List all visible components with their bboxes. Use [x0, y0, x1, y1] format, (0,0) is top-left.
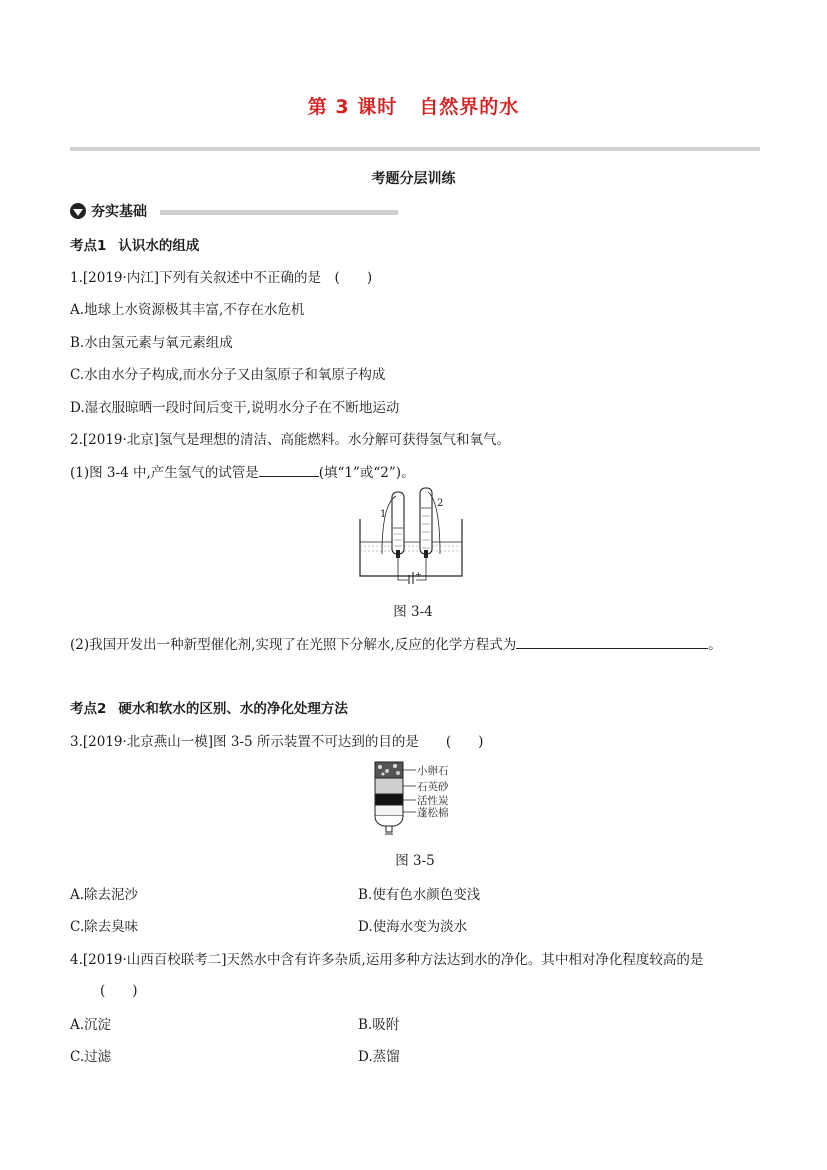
q2-stem: 2.[2019·北京]氢气是理想的清洁、高能燃料。水分解可获得氢气和氧气。: [70, 432, 511, 448]
q1-option-b: B.水由氢元素与氧元素组成: [70, 335, 233, 351]
q4-option-b: B.吸附: [358, 1017, 400, 1033]
kp-number: 考点1: [70, 238, 107, 254]
electrolysis-apparatus-figure: [352, 484, 474, 584]
page-title: [0, 92, 827, 119]
q1-option-a: A.地球上水资源极其丰富,不存在水危机: [70, 302, 305, 318]
q2-part1-hint: (填“1”或“2”)。: [318, 465, 415, 481]
page-subtitle: 考题分层训练: [371, 171, 456, 187]
tube-label-1: 1: [380, 509, 387, 520]
section-header: [70, 201, 147, 221]
q2-part2-text: (2)我国开发出一种新型催化剂,实现了在光照下分解水,反应的化学方程式为: [70, 637, 517, 653]
q3-stem: 3.[2019·北京燕山一模]图 3-5 所示装置不可达到的目的是 ( ): [70, 734, 484, 750]
kp-text: 认识水的组成: [118, 238, 200, 254]
equation-blank[interactable]: [516, 634, 708, 649]
q2-part1-text: (1)图 3-4 中,产生氢气的试管是: [70, 465, 259, 481]
figure-3-4-caption: 图 3-4: [393, 604, 433, 620]
q2-part1: [70, 461, 415, 481]
q4-stem: 4.[2019·山西百校联考二]天然水中含有许多杂质,运用多种方法达到水的净化。其中相对净化程度较高的是: [70, 952, 704, 968]
q3-option-c: C.除去臭味: [70, 919, 139, 935]
knowledge-point-1: [70, 234, 199, 254]
title-divider: [70, 147, 760, 151]
q3-option-d: D.使海水变为淡水: [358, 919, 468, 935]
section-bar: [160, 210, 398, 215]
q4-paren: ( ): [100, 983, 138, 999]
q1-stem: 1.[2019·内江]下列有关叙述中不正确的是 ( ): [70, 270, 373, 286]
knowledge-point-2: [70, 697, 348, 717]
q1-option-d: D.湿衣服晾晒一段时间后变干,说明水分子在不断地运动: [70, 400, 400, 416]
figure-3-5-caption: 图 3-5: [395, 853, 435, 869]
kp-number: 考点2: [70, 701, 107, 717]
lesson-number: 第 3 课时: [307, 96, 398, 118]
layer-cotton: 蓬松棉: [417, 807, 449, 819]
q4-option-c: C.过滤: [70, 1049, 112, 1065]
q1-option-c: C.水由水分子构成,而水分子又由氢原子和氧原子构成: [70, 367, 386, 383]
q3-option-a: A.除去泥沙: [70, 887, 139, 903]
lesson-topic: 自然界的水: [419, 96, 520, 118]
layer-activated-carbon: 活性炭: [417, 795, 449, 807]
water-filter-figure: [370, 760, 470, 838]
section-title: 夯实基础: [91, 204, 147, 220]
layer-pebbles: 小卵石: [417, 765, 449, 777]
q4-option-a: A.沉淀: [70, 1017, 112, 1033]
q4-option-d: D.蒸馏: [358, 1049, 400, 1065]
layer-quartz-sand: 石英砂: [417, 781, 449, 793]
answer-blank[interactable]: [259, 462, 319, 477]
svg-text:+: +: [415, 570, 422, 579]
tube-label-2: 2: [437, 498, 444, 509]
q2-part2: [70, 633, 722, 653]
q2-part2-end: 。: [708, 637, 722, 653]
down-triangle-icon: [70, 203, 86, 219]
kp-text: 硬水和软水的区别、水的净化处理方法: [118, 701, 348, 717]
q3-option-b: B.使有色水颜色变浅: [358, 887, 481, 903]
